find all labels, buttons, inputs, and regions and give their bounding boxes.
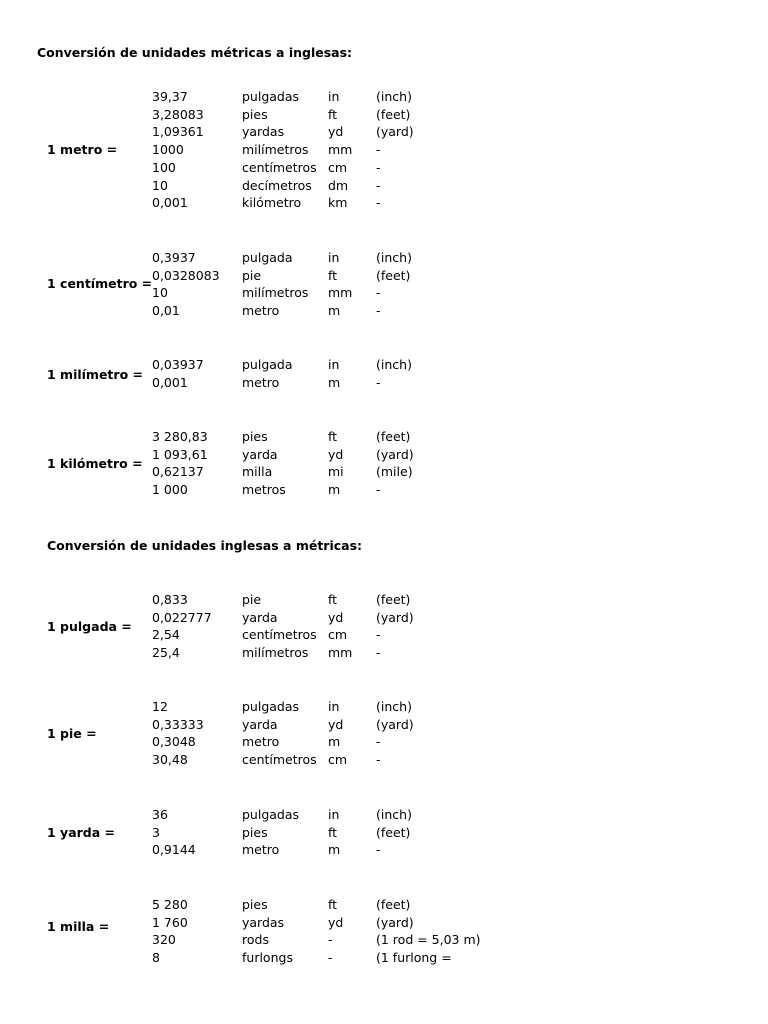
conversion-value: 1 093,61 — [152, 446, 208, 462]
conversion-abbr: mm — [328, 142, 353, 158]
conversion-row — [152, 249, 768, 267]
conversion-row — [152, 609, 768, 627]
conversion-abbr: m — [328, 734, 341, 750]
conversion-abbr: yd — [328, 609, 344, 625]
conversion-unit: milímetros — [242, 142, 309, 158]
conversion-value: 0,3048 — [152, 734, 196, 750]
conversion-value: 0,0328083 — [152, 267, 220, 283]
conversion-unit: pies — [242, 106, 268, 122]
conversion-row — [152, 591, 768, 609]
conversion-english: (yard) — [376, 124, 414, 140]
conversion-abbr: cm — [328, 752, 348, 768]
conversion-value: 3 — [152, 824, 160, 840]
conversion-unit: kilómetro — [242, 195, 302, 211]
conversion-unit: metro — [242, 734, 280, 750]
conversion-unit: milla — [242, 464, 273, 480]
conversion-unit: pulgada — [242, 250, 293, 265]
conversion-value: 1000 — [152, 142, 184, 158]
conversion-english: (1 rod = 5,03 m) — [376, 932, 481, 948]
conversion-english: (inch) — [376, 89, 412, 104]
unit-label: 1 milímetro = — [47, 367, 143, 382]
conversion-english: - — [376, 142, 381, 158]
conversion-row — [152, 88, 768, 106]
conversion-english: - — [376, 482, 381, 498]
conversion-english: - — [376, 752, 381, 768]
conversion-value: 0,001 — [152, 195, 188, 211]
conversion-unit: pies — [242, 897, 268, 912]
conversion-english: (yard) — [376, 446, 414, 462]
conversion-value: 10 — [152, 285, 168, 301]
conversion-unit: pulgadas — [242, 807, 300, 822]
conversion-abbr: mm — [328, 285, 353, 301]
conversion-abbr: mi — [328, 464, 344, 480]
conversion-unit: metro — [242, 842, 280, 858]
conversion-english: (inch) — [376, 807, 412, 822]
conversion-unit: centímetros — [242, 159, 317, 175]
conversion-row — [152, 267, 768, 285]
conversion-english: - — [376, 303, 381, 319]
conversion-english: (feet) — [376, 897, 411, 912]
conversion-value: 5 280 — [152, 897, 188, 912]
conversion-english: - — [376, 645, 381, 661]
conversion-unit: metros — [242, 482, 286, 498]
conversion-abbr: ft — [328, 429, 338, 444]
unit-label: 1 pulgada = — [47, 619, 132, 634]
unit-label: 1 metro = — [47, 142, 118, 157]
conversion-unit: centímetros — [242, 752, 317, 768]
conversion-abbr: ft — [328, 267, 338, 283]
conversion-abbr: ft — [328, 106, 338, 122]
conversion-row — [152, 428, 768, 446]
conversion-english: (feet) — [376, 267, 411, 283]
title-english-to-metric: Conversión de unidades inglesas a métricas: — [47, 538, 363, 553]
conversion-abbr: m — [328, 374, 341, 390]
conversion-english: - — [376, 627, 381, 643]
conversion-english: - — [376, 159, 381, 175]
conversion-row — [152, 751, 768, 769]
conversion-abbr: ft — [328, 897, 338, 912]
conversion-value: 12 — [152, 699, 168, 714]
conversion-unit: pie — [242, 267, 262, 283]
conversion-row — [152, 463, 768, 481]
conversion-row — [152, 949, 768, 967]
conversion-abbr: yd — [328, 124, 344, 140]
conversion-value: 39,37 — [152, 89, 188, 104]
conversion-value: 3 280,83 — [152, 429, 208, 444]
conversion-value: 8 — [152, 950, 160, 966]
conversion-abbr: ft — [328, 824, 338, 840]
conversion-value: 100 — [152, 159, 176, 175]
conversion-unit: pie — [242, 592, 262, 607]
conversion-english: (feet) — [376, 429, 411, 444]
unit-label: 1 yarda = — [47, 825, 116, 840]
conversion-english: (yard) — [376, 914, 414, 930]
conversion-value: 320 — [152, 932, 176, 948]
conversion-unit: pulgadas — [242, 89, 300, 104]
conversion-english: - — [376, 374, 381, 390]
conversion-row — [152, 106, 768, 124]
conversion-english: (1 furlong = — [376, 950, 452, 966]
conversion-row — [152, 446, 768, 464]
conversion-row — [152, 177, 768, 195]
conversion-row — [152, 806, 768, 824]
conversion-row — [152, 841, 768, 859]
conversion-english: - — [376, 177, 381, 193]
conversion-value: 1 000 — [152, 482, 188, 498]
conversion-abbr: cm — [328, 627, 348, 643]
conversion-value: 0,3937 — [152, 250, 196, 265]
conversion-english: (yard) — [376, 716, 414, 732]
conversion-value: 2,54 — [152, 627, 180, 643]
conversion-unit: milímetros — [242, 645, 309, 661]
conversion-row — [152, 914, 768, 932]
conversion-abbr: yd — [328, 914, 344, 930]
conversion-row — [152, 626, 768, 644]
conversion-abbr: m — [328, 482, 341, 498]
conversion-english: - — [376, 842, 381, 858]
conversion-row — [152, 824, 768, 842]
conversion-value: 25,4 — [152, 645, 180, 661]
conversion-value: 0,03937 — [152, 357, 204, 372]
conversion-unit: rods — [242, 932, 269, 948]
conversion-abbr: in — [328, 699, 340, 714]
conversion-value: 0,9144 — [152, 842, 196, 858]
conversion-english: (inch) — [376, 250, 412, 265]
conversion-english: (feet) — [376, 824, 411, 840]
conversion-value: 0,01 — [152, 303, 180, 319]
conversion-row — [152, 931, 768, 949]
conversion-unit: milímetros — [242, 285, 309, 301]
conversion-abbr: m — [328, 303, 341, 319]
conversion-unit: pulgadas — [242, 699, 300, 714]
conversion-abbr: in — [328, 250, 340, 265]
conversion-english: (mile) — [376, 464, 413, 480]
conversion-abbr: yd — [328, 716, 344, 732]
conversion-value: 0,001 — [152, 374, 188, 390]
conversion-row — [152, 302, 768, 320]
conversion-abbr: in — [328, 357, 340, 372]
conversion-abbr: cm — [328, 159, 348, 175]
conversion-value: 3,28083 — [152, 106, 204, 122]
conversion-unit: yardas — [242, 914, 285, 930]
conversion-unit: pies — [242, 824, 268, 840]
conversion-row — [152, 159, 768, 177]
conversion-row — [152, 356, 768, 374]
conversion-english: (inch) — [376, 699, 412, 714]
conversion-row — [152, 141, 768, 159]
conversion-value: 0,022777 — [152, 609, 212, 625]
conversion-english: - — [376, 734, 381, 750]
unit-label: 1 pie = — [47, 726, 97, 741]
conversion-row — [152, 374, 768, 392]
conversion-row — [152, 716, 768, 734]
conversion-unit: centímetros — [242, 627, 317, 643]
conversion-abbr: dm — [328, 177, 349, 193]
conversion-row — [152, 194, 768, 212]
conversion-english: (feet) — [376, 592, 411, 607]
conversion-abbr: in — [328, 89, 340, 104]
conversion-english: (feet) — [376, 106, 411, 122]
conversion-value: 30,48 — [152, 752, 188, 768]
conversion-unit: pulgada — [242, 357, 293, 372]
conversion-row — [152, 644, 768, 662]
conversion-row — [152, 284, 768, 302]
conversion-abbr: yd — [328, 446, 344, 462]
conversion-abbr: ft — [328, 592, 338, 607]
conversion-english: - — [376, 195, 381, 211]
unit-label: 1 centímetro = — [47, 276, 153, 291]
conversion-value: 0,33333 — [152, 716, 204, 732]
unit-label: 1 kilómetro = — [47, 456, 143, 471]
conversion-english: - — [376, 285, 381, 301]
conversion-value: 0,62137 — [152, 464, 204, 480]
conversion-abbr: - — [328, 932, 333, 948]
conversion-abbr: - — [328, 950, 333, 966]
conversion-abbr: km — [328, 195, 348, 211]
conversion-english: (yard) — [376, 609, 414, 625]
conversion-unit: pies — [242, 429, 268, 444]
conversion-row — [152, 896, 768, 914]
conversion-value: 1,09361 — [152, 124, 204, 140]
conversion-row — [152, 481, 768, 499]
title-metric-to-english: Conversión de unidades métricas a inglesas: — [37, 45, 353, 60]
conversion-row — [152, 698, 768, 716]
conversion-value: 1 760 — [152, 914, 188, 930]
conversion-abbr: m — [328, 842, 341, 858]
unit-label: 1 milla = — [47, 919, 110, 934]
conversion-unit: yarda — [242, 446, 278, 462]
conversion-value: 0,833 — [152, 592, 188, 607]
conversion-abbr: mm — [328, 645, 353, 661]
conversion-row — [152, 733, 768, 751]
conversion-unit: metro — [242, 303, 280, 319]
conversion-unit: yarda — [242, 716, 278, 732]
conversion-abbr: in — [328, 807, 340, 822]
conversion-value: 10 — [152, 177, 168, 193]
conversion-unit: yardas — [242, 124, 285, 140]
conversion-value: 36 — [152, 807, 168, 822]
conversion-english: (inch) — [376, 357, 412, 372]
conversion-unit: metro — [242, 374, 280, 390]
conversion-unit: furlongs — [242, 950, 293, 966]
conversion-unit: yarda — [242, 609, 278, 625]
conversion-row — [152, 123, 768, 141]
conversion-unit: decímetros — [242, 177, 312, 193]
